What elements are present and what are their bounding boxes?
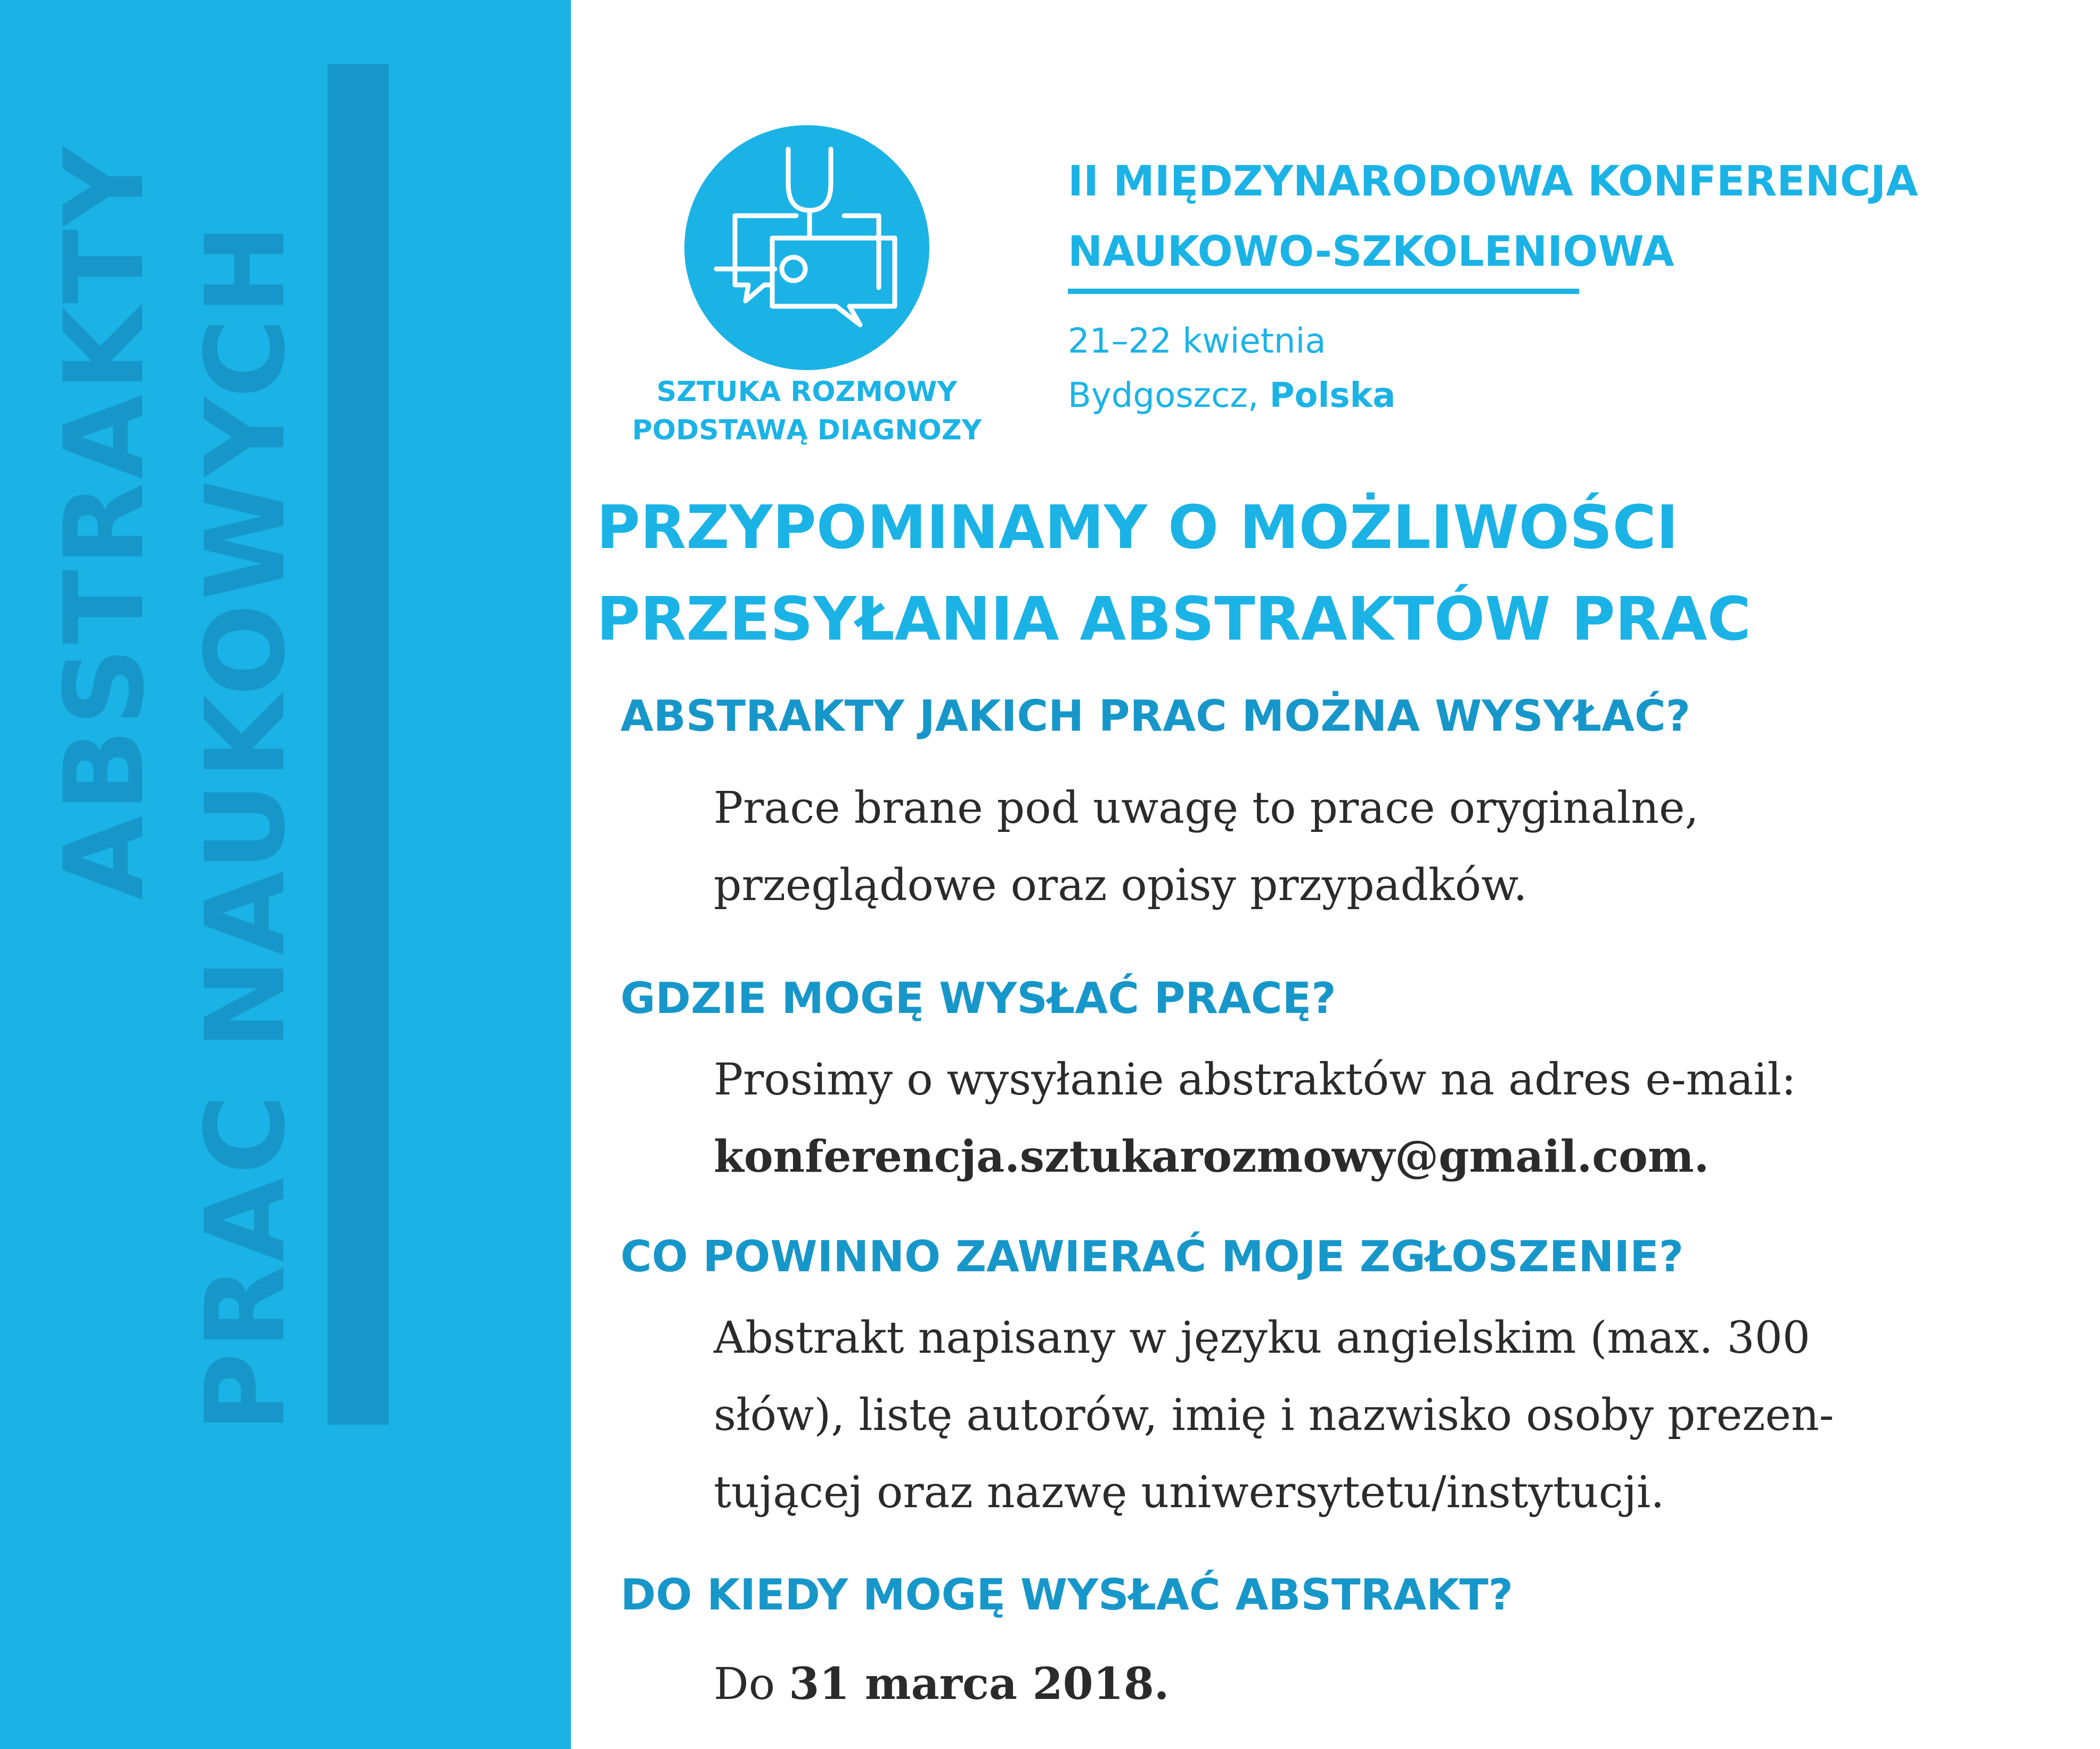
deadline-date: 31 marca 2018. <box>789 1658 1170 1710</box>
answer-3-line1: Abstrakt napisany w języku angielskim (max. 300 <box>714 1313 1810 1363</box>
conference-city: Bydgoszcz, <box>1068 376 1259 415</box>
sidebar-title-line2: PRAC NAUKOWYCH <box>183 220 309 1433</box>
headline-line1: PRZYPOMINAMY O MOŻLIWOŚCI <box>597 493 1679 562</box>
title-divider <box>1068 289 1579 294</box>
question-3: CO POWINNO ZAWIERAĆ MOJE ZGŁOSZENIE? <box>620 1232 1684 1281</box>
conference-title-line1: II MIĘDZYNARODOWA KONFERENCJA <box>1068 158 1918 206</box>
stethoscope-chat-icon <box>684 125 929 370</box>
logo-circle <box>684 125 929 370</box>
answer-4 <box>714 1646 1939 1723</box>
conference-country: Polska <box>1269 376 1396 415</box>
answer-1-line1: Prace brane pod uwagę to prace oryginalne, <box>714 783 1699 833</box>
answer-2 <box>714 1041 1939 1196</box>
conference-meta <box>1068 314 1395 423</box>
logo-caption-line2: PODSTAWĄ DIAGNOZY <box>632 414 982 446</box>
conference-title-line2: NAUKOWO-SZKOLENIOWA <box>1068 228 1674 276</box>
conference-location <box>1068 369 1395 423</box>
answer-2-line1: Prosimy o wysyłanie abstraktów na adres e-mail: <box>714 1055 1796 1105</box>
answer-3-line3: tującej oraz nazwę uniwersytetu/instytucji. <box>714 1467 1665 1518</box>
answer-3 <box>714 1300 1939 1531</box>
conference-date: 21–22 kwietnia <box>1068 322 1326 361</box>
sidebar-accent-bar <box>328 64 389 1425</box>
sidebar-title-line1: ABSTRAKTY <box>42 143 168 900</box>
answer-1-line2: przeglądowe oraz opisy przypadków. <box>714 860 1527 911</box>
contact-email[interactable]: konferencja.sztukarozmowy@gmail.com. <box>714 1131 1710 1182</box>
question-1: ABSTRAKTY JAKICH PRAC MOŻNA WYSYŁAĆ? <box>620 691 1691 741</box>
answer-1 <box>714 770 1939 924</box>
sidebar-panel <box>0 0 571 1749</box>
main-headline <box>597 482 1751 665</box>
question-2: GDZIE MOGĘ WYSŁAĆ PRACĘ? <box>620 974 1336 1023</box>
logo-caption <box>591 373 1023 449</box>
headline-line2: PRZESYŁANIA ABSTRAKTÓW PRAC <box>597 585 1751 654</box>
answer-3-line2: słów), listę autorów, imię i nazwisko osoby prezen- <box>714 1390 1834 1441</box>
logo-caption-line1: SZTUKA ROZMOWY <box>656 376 958 408</box>
question-4: DO KIEDY MOGĘ WYSŁAĆ ABSTRAKT? <box>620 1570 1514 1620</box>
conference-title <box>1068 146 1918 287</box>
answer-4-prefix: Do <box>714 1659 775 1710</box>
